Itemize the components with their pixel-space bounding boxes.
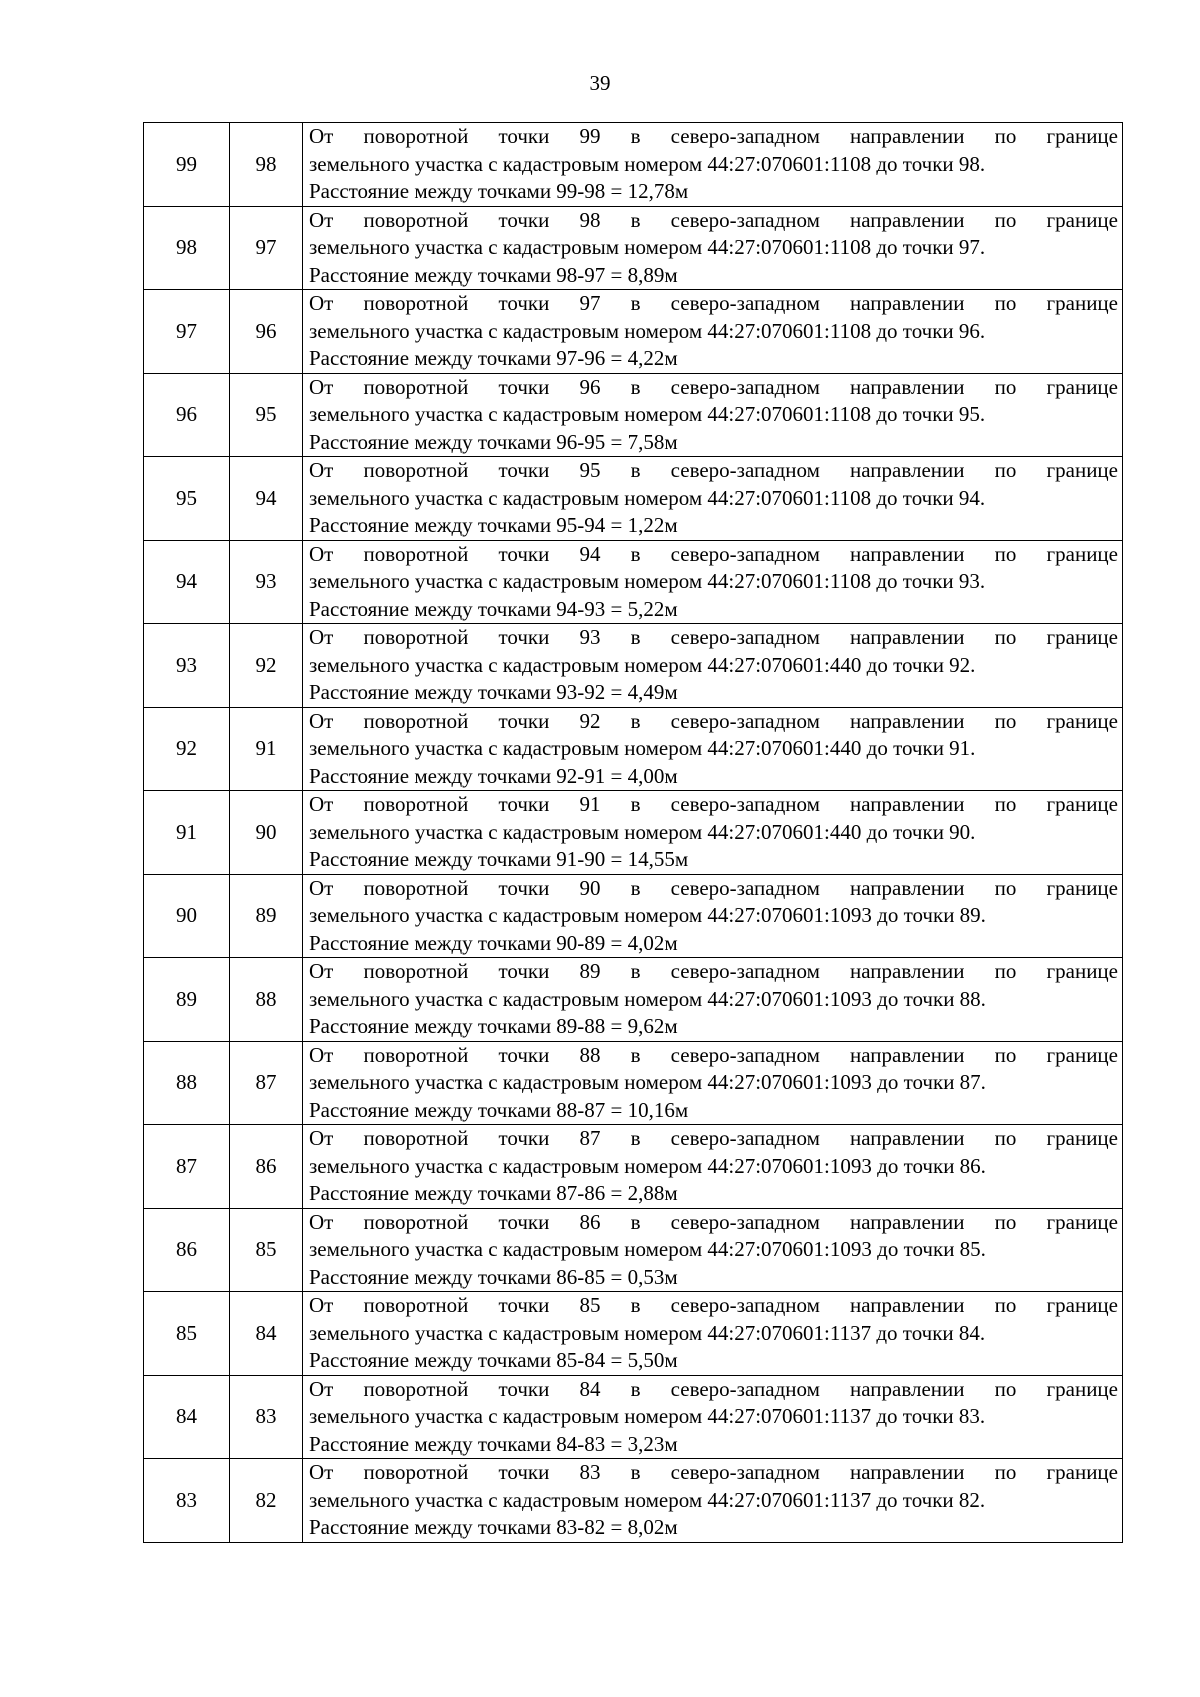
point-to-cell: 83 xyxy=(230,1375,303,1459)
description-text xyxy=(309,1209,1118,1292)
point-from-cell: 91 xyxy=(144,791,230,875)
description-line2: земельного участка с кадастровым номером 44:27:070601:1108 до точки 95. xyxy=(309,402,986,426)
point-to-cell: 87 xyxy=(230,1041,303,1125)
description-line3: Расстояние между точками 97-96 = 4,22м xyxy=(309,346,678,370)
description-line2: земельного участка с кадастровым номером 44:27:070601:1093 до точки 89. xyxy=(309,903,986,927)
table-row xyxy=(144,1292,1123,1376)
description-line2: земельного участка с кадастровым номером 44:27:070601:1108 до точки 98. xyxy=(309,151,986,176)
boundary-description-cell xyxy=(303,1292,1123,1376)
point-to-cell: 90 xyxy=(230,791,303,875)
description-line2: земельного участка с кадастровым номером 44:27:070601:440 до точки 92. xyxy=(309,652,976,677)
table-row xyxy=(144,457,1123,541)
description-text xyxy=(309,1459,1118,1542)
description-line3: Расстояние между точками 84-83 = 3,23м xyxy=(309,1431,678,1456)
boundary-description-cell xyxy=(303,290,1123,374)
table-row xyxy=(144,624,1123,708)
boundary-description-cell xyxy=(303,373,1123,457)
point-to-cell: 94 xyxy=(230,457,303,541)
description-text xyxy=(309,624,1118,707)
description-text xyxy=(309,1376,1118,1459)
boundary-description-table xyxy=(143,122,1123,1543)
description-text xyxy=(309,1042,1118,1125)
point-to-cell: 88 xyxy=(230,958,303,1042)
description-line1: От поворотной точки 97 в северо-западном направлении по границе xyxy=(309,291,1118,315)
description-line2: земельного участка с кадастровым номером 44:27:070601:1093 до точки 85. xyxy=(309,1237,986,1261)
description-line1: От поворотной точки 83 в северо-западном направлении по границе xyxy=(309,1460,1118,1484)
description-line2: земельного участка с кадастровым номером 44:27:070601:1108 до точки 94. xyxy=(309,485,986,510)
description-line2: земельного участка с кадастровым номером 44:27:070601:1108 до точки 97. xyxy=(309,235,986,259)
boundary-description-cell xyxy=(303,874,1123,958)
description-line3: Расстояние между точками 99-98 = 12,78м xyxy=(309,179,689,203)
boundary-description-cell xyxy=(303,206,1123,290)
description-text xyxy=(309,374,1118,457)
description-line1: От поворотной точки 84 в северо-западном направлении по границе xyxy=(309,1376,1118,1401)
table-row xyxy=(144,958,1123,1042)
table-row xyxy=(144,1208,1123,1292)
point-to-cell: 84 xyxy=(230,1292,303,1376)
description-line3: Расстояние между точками 83-82 = 8,02м xyxy=(309,1515,678,1539)
table-row xyxy=(144,874,1123,958)
description-text xyxy=(309,958,1118,1041)
description-line1: От поворотной точки 88 в северо-западном направлении по границе xyxy=(309,1042,1118,1067)
description-line2: земельного участка с кадастровым номером 44:27:070601:1137 до точки 82. xyxy=(309,1487,986,1512)
point-to-cell: 85 xyxy=(230,1208,303,1292)
description-text xyxy=(309,457,1118,540)
description-line3: Расстояние между точками 96-95 = 7,58м xyxy=(309,429,678,454)
description-text xyxy=(309,1292,1118,1375)
description-text xyxy=(309,708,1118,791)
description-text xyxy=(309,123,1118,206)
point-from-cell: 97 xyxy=(144,290,230,374)
point-to-cell: 96 xyxy=(230,290,303,374)
table-row xyxy=(144,1459,1123,1543)
description-line1: От поворотной точки 90 в северо-западном направлении по границе xyxy=(309,875,1118,900)
description-line3: Расстояние между точками 98-97 = 8,89м xyxy=(309,262,678,287)
description-line2: земельного участка с кадастровым номером 44:27:070601:1137 до точки 84. xyxy=(309,1320,986,1345)
description-line3: Расстояние между точками 90-89 = 4,02м xyxy=(309,930,678,955)
description-line1: От поворотной точки 96 в северо-западном направлении по границе xyxy=(309,374,1118,399)
table-row xyxy=(144,123,1123,207)
boundary-description-cell xyxy=(303,540,1123,624)
description-line1: От поворотной точки 87 в северо-западном направлении по границе xyxy=(309,1126,1118,1150)
point-from-cell: 84 xyxy=(144,1375,230,1459)
description-line3: Расстояние между точками 94-93 = 5,22м xyxy=(309,596,678,621)
point-from-cell: 88 xyxy=(144,1041,230,1125)
point-to-cell: 82 xyxy=(230,1459,303,1543)
point-from-cell: 96 xyxy=(144,373,230,457)
description-line2: земельного участка с кадастровым номером 44:27:070601:1093 до точки 88. xyxy=(309,986,986,1011)
description-line3: Расстояние между точками 93-92 = 4,49м xyxy=(309,680,678,704)
boundary-description-cell xyxy=(303,1125,1123,1209)
boundary-description-cell xyxy=(303,1375,1123,1459)
table-row xyxy=(144,791,1123,875)
point-to-cell: 93 xyxy=(230,540,303,624)
description-line1: От поворотной точки 94 в северо-западном направлении по границе xyxy=(309,541,1118,566)
point-from-cell: 95 xyxy=(144,457,230,541)
description-line3: Расстояние между точками 91-90 = 14,55м xyxy=(309,847,689,871)
description-text xyxy=(309,207,1118,290)
description-text xyxy=(309,1125,1118,1208)
table-row xyxy=(144,1375,1123,1459)
table-body xyxy=(144,123,1123,1543)
point-to-cell: 92 xyxy=(230,624,303,708)
table-row xyxy=(144,1125,1123,1209)
boundary-description-cell xyxy=(303,707,1123,791)
point-from-cell: 98 xyxy=(144,206,230,290)
point-from-cell: 94 xyxy=(144,540,230,624)
description-line3: Расстояние между точками 85-84 = 5,50м xyxy=(309,1348,678,1372)
description-line1: От поворотной точки 93 в северо-западном направлении по границе xyxy=(309,625,1118,649)
description-line1: От поворотной точки 85 в северо-западном направлении по границе xyxy=(309,1293,1118,1317)
description-line1: От поворотной точки 89 в северо-западном направлении по границе xyxy=(309,959,1118,983)
point-to-cell: 89 xyxy=(230,874,303,958)
page-number: 39 xyxy=(589,71,611,95)
boundary-description-cell xyxy=(303,1041,1123,1125)
description-line2: земельного участка с кадастровым номером 44:27:070601:1093 до точки 86. xyxy=(309,1153,986,1178)
point-to-cell: 95 xyxy=(230,373,303,457)
table-row xyxy=(144,707,1123,791)
description-line3: Расстояние между точками 95-94 = 1,22м xyxy=(309,513,678,537)
point-from-cell: 92 xyxy=(144,707,230,791)
description-text xyxy=(309,791,1118,874)
description-line2: земельного участка с кадастровым номером 44:27:070601:1137 до точки 83. xyxy=(309,1404,986,1428)
table-row xyxy=(144,373,1123,457)
description-line1: От поворотной точки 92 в северо-западном направлении по границе xyxy=(309,708,1118,733)
description-line2: земельного участка с кадастровым номером 44:27:070601:440 до точки 91. xyxy=(309,736,976,760)
description-line3: Расстояние между точками 89-88 = 9,62м xyxy=(309,1014,678,1038)
boundary-description-cell xyxy=(303,123,1123,207)
point-from-cell: 85 xyxy=(144,1292,230,1376)
boundary-description-cell xyxy=(303,958,1123,1042)
point-from-cell: 99 xyxy=(144,123,230,207)
description-line1: От поворотной точки 91 в северо-западном направлении по границе xyxy=(309,792,1118,816)
description-line2: земельного участка с кадастровым номером 44:27:070601:1108 до точки 93. xyxy=(309,569,986,593)
point-from-cell: 93 xyxy=(144,624,230,708)
boundary-description-cell xyxy=(303,457,1123,541)
point-to-cell: 86 xyxy=(230,1125,303,1209)
point-from-cell: 86 xyxy=(144,1208,230,1292)
boundary-description-cell xyxy=(303,1208,1123,1292)
point-to-cell: 91 xyxy=(230,707,303,791)
description-line2: земельного участка с кадастровым номером 44:27:070601:1093 до точки 87. xyxy=(309,1070,986,1094)
description-line3: Расстояние между точками 86-85 = 0,53м xyxy=(309,1264,678,1289)
table-row xyxy=(144,290,1123,374)
boundary-description-cell xyxy=(303,624,1123,708)
description-text xyxy=(309,875,1118,958)
description-line1: От поворотной точки 95 в северо-западном направлении по границе xyxy=(309,458,1118,482)
description-line3: Расстояние между точками 88-87 = 10,16м xyxy=(309,1097,689,1122)
table-row xyxy=(144,1041,1123,1125)
point-to-cell: 98 xyxy=(230,123,303,207)
description-line3: Расстояние между точками 92-91 = 4,00м xyxy=(309,763,678,788)
point-from-cell: 87 xyxy=(144,1125,230,1209)
point-from-cell: 83 xyxy=(144,1459,230,1543)
description-text xyxy=(309,541,1118,624)
boundary-description-cell xyxy=(303,791,1123,875)
description-text xyxy=(309,290,1118,373)
description-line3: Расстояние между точками 87-86 = 2,88м xyxy=(309,1181,678,1205)
table-row xyxy=(144,540,1123,624)
description-line1: От поворотной точки 86 в северо-западном направлении по границе xyxy=(309,1209,1118,1234)
description-line1: От поворотной точки 99 в северо-западном направлении по границе xyxy=(309,124,1118,148)
description-line1: От поворотной точки 98 в северо-западном направлении по границе xyxy=(309,207,1118,232)
point-from-cell: 89 xyxy=(144,958,230,1042)
boundary-description-cell xyxy=(303,1459,1123,1543)
description-line2: земельного участка с кадастровым номером 44:27:070601:1108 до точки 96. xyxy=(309,318,986,343)
table-row xyxy=(144,206,1123,290)
point-from-cell: 90 xyxy=(144,874,230,958)
point-to-cell: 97 xyxy=(230,206,303,290)
description-line2: земельного участка с кадастровым номером 44:27:070601:440 до точки 90. xyxy=(309,819,976,844)
